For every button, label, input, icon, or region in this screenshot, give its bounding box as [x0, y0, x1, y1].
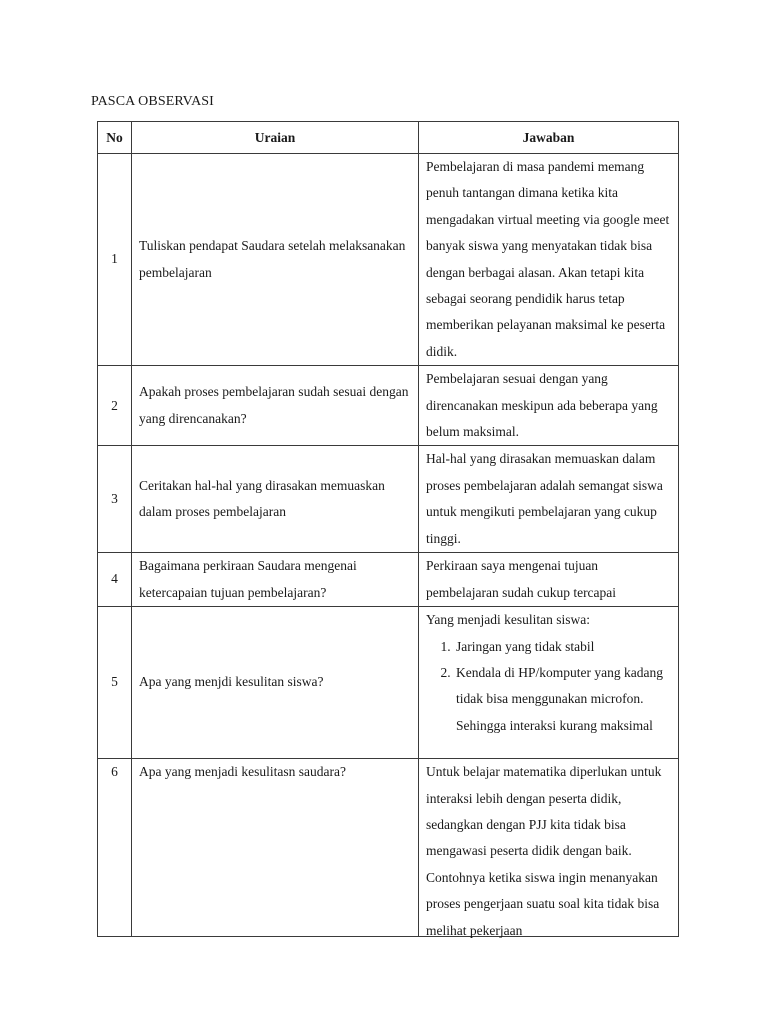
list-item: 2. Kendala di HP/komputer yang kadang tidak bisa menggunakan microfon. Sehingga interaksi kurang maksimal — [454, 660, 672, 739]
row-jawaban-text: Pembelajaran sesuai dengan yang direncanakan meskipun ada beberapa yang belum maksimal. — [426, 371, 658, 440]
header-no: No — [98, 122, 132, 154]
row-jawaban-intro: Yang menjadi kesulitan siswa: — [426, 612, 590, 628]
row-uraian: Apakah proses pembelajaran sudah sesuai dengan yang direncanakan? — [132, 366, 419, 446]
table-row — [98, 154, 679, 366]
row-number: 3 — [98, 446, 132, 553]
table-header-row — [98, 122, 679, 154]
row-number: 6 — [98, 759, 132, 937]
row-number: 2 — [98, 366, 132, 446]
row-number: 4 — [98, 553, 132, 607]
row-jawaban — [419, 553, 679, 607]
row-jawaban-text: Perkiraan saya mengenai tujuan pembelajaran sudah cukup tercapai — [426, 558, 617, 600]
row-jawaban — [419, 154, 679, 366]
row-jawaban-text: Hal-hal yang dirasakan memuaskan dalam proses pembelajaran adalah semangat siswa untuk mengikuti pembelajaran yang cukup tinggi. — [426, 451, 663, 546]
observation-table — [97, 121, 679, 937]
table-row — [98, 759, 679, 937]
table-row — [98, 366, 679, 446]
row-jawaban — [419, 366, 679, 446]
table-row — [98, 446, 679, 553]
row-number: 5 — [98, 607, 132, 759]
row-uraian: Tuliskan pendapat Saudara setelah melaksanakan pembelajaran — [132, 154, 419, 366]
row-jawaban — [419, 446, 679, 553]
row-uraian: Bagaimana perkiraan Saudara mengenai ketercapaian tujuan pembelajaran? — [132, 553, 419, 607]
row-uraian: Ceritakan hal-hal yang dirasakan memuaskan dalam proses pembelajaran — [132, 446, 419, 553]
row-uraian: Apa yang menjadi kesulitasn saudara? — [132, 759, 419, 937]
header-jawaban: Jawaban — [419, 122, 679, 154]
list-item: 1. Jaringan yang tidak stabil — [454, 634, 672, 660]
row-jawaban-list — [426, 634, 672, 740]
row-jawaban-text: Pembelajaran di masa pandemi memang penuh tantangan dimana ketika kita mengadakan virtual meeting via google meet banyak siswa yang menyatakan tidak bisa dengan berbagai alasan. Akan tetapi kita sebagai seorang pendidik harus tetap memberikan pelayanan maksimal ke peserta didik. — [426, 159, 670, 359]
header-uraian: Uraian — [132, 122, 419, 154]
page-title: PASCA OBSERVASI — [91, 94, 214, 109]
row-number: 1 — [98, 154, 132, 366]
row-jawaban-text: Untuk belajar matematika diperlukan untuk interaksi lebih dengan peserta didik, sedangkan dengan PJJ kita tidak bisa mengawasi peserta didik dengan baik. Contohnya ketika siswa ingin menanyakan proses pengerjaan suatu soal kita tidak bisa melihat pekerjaan — [426, 764, 662, 938]
row-uraian: Apa yang menjdi kesulitan siswa? — [132, 607, 419, 759]
row-jawaban-clip — [426, 759, 672, 938]
table-row — [98, 553, 679, 607]
row-jawaban — [419, 759, 679, 937]
row-jawaban — [419, 607, 679, 759]
table-row — [98, 607, 679, 759]
